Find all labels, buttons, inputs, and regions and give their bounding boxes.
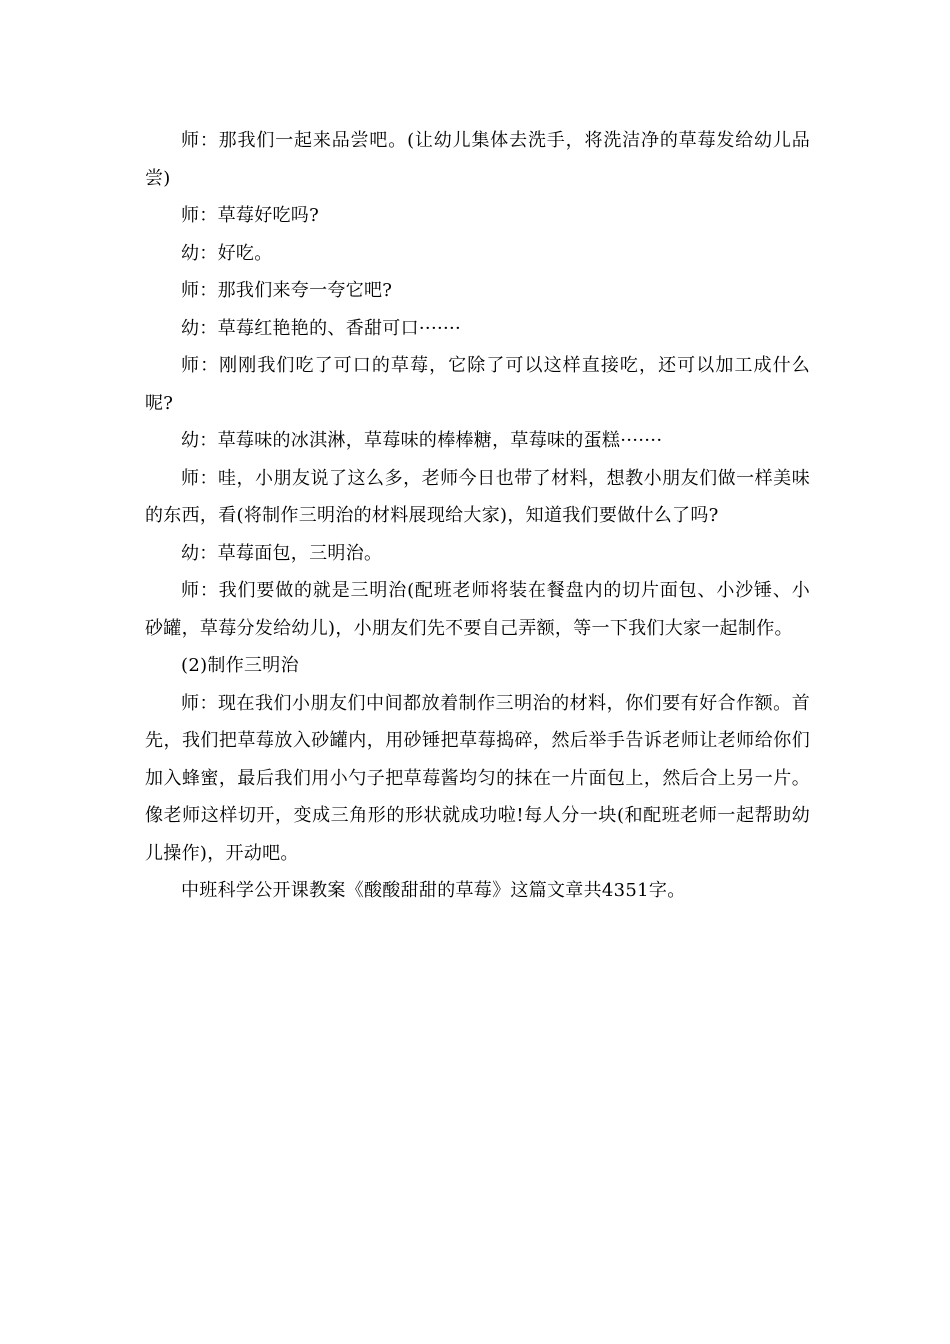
- paragraph: 幼：草莓味的冰淇淋，草莓味的棒棒糖，草莓味的蛋糕·······: [181, 430, 663, 451]
- document-body: [145, 122, 810, 910]
- paragraph: 师：那我们来夸一夸它吧?: [181, 280, 393, 301]
- paragraph: 幼：好吃。: [181, 242, 273, 264]
- paragraph: 师：那我们一起来品尝吧。(让幼儿集体去洗手，将洗洁净的草莓发给幼儿品尝): [145, 130, 810, 189]
- paragraph: 师：草莓好吃吗?: [181, 205, 320, 226]
- paragraph: 师：现在我们小朋友们中间都放着制作三明治的材料，你们要有好合作额。首先，我们把草莓放入砂罐内，用砂锤把草莓捣碎，然后举手告诉老师让老师给你们加入蜂蜜，最后我们用小勺子把草莓酱均匀的抹在一片面包上，然后合上另一片。像老师这样切开，变成三角形的形状就成功啦!每人分一块(和配班老师一起帮助幼儿操作)，开动吧。: [145, 692, 810, 864]
- paragraph: 幼：草莓面包，三明治。: [181, 542, 383, 564]
- paragraph: 幼：草莓红艳艳的、香甜可口·······: [181, 317, 462, 339]
- article-word-count: 中班科学公开课教案《酸酸甜甜的草莓》这篇文章共4351字。: [181, 880, 686, 901]
- paragraph: 师：我们要做的就是三明治(配班老师将装在餐盘内的切片面包、小沙锤、小砂罐，草莓分发给幼儿)，小朋友们先不要自己弄额，等一下我们大家一起制作。: [145, 580, 810, 639]
- paragraph: 师：刚刚我们吃了可口的草莓，它除了可以这样直接吃，还可以加工成什么呢?: [145, 355, 810, 414]
- paragraph: 师：哇，小朋友说了这么多，老师今日也带了材料，想教小朋友们做一样美味的东西，看(将制作三明治的材料展现给大家)，知道我们要做什么了吗?: [145, 467, 810, 526]
- section-heading: (2)制作三明治: [181, 655, 299, 676]
